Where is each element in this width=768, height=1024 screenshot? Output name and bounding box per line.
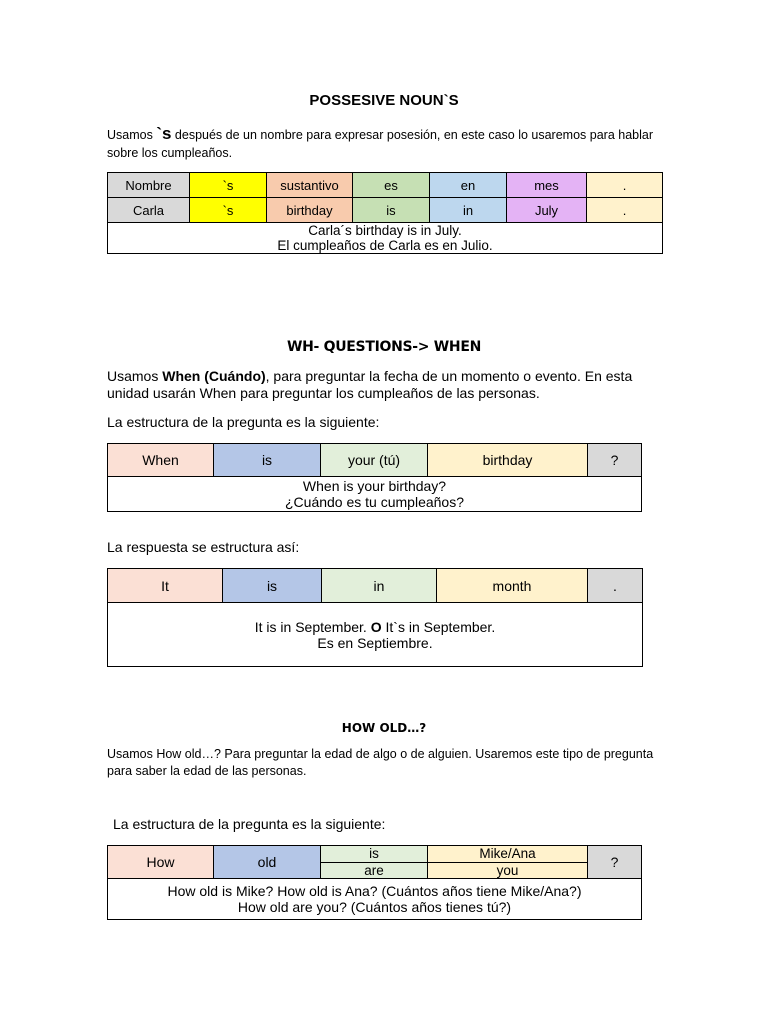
- how-old-intro: Usamos How old…? Para preguntar la edad de algo o de alguien. Usaremos este tipo de pregunta para saber la edad de las personas.: [107, 747, 654, 778]
- example-line: When is your birthday?: [302, 478, 447, 494]
- table-cell: birthday: [428, 444, 588, 477]
- example-text: It`s in September.: [381, 618, 496, 635]
- table-cell: July: [507, 198, 587, 223]
- table-cell: en: [430, 173, 507, 198]
- table-cell: ?: [588, 846, 642, 879]
- how-old-table: [107, 845, 642, 920]
- example-note: [108, 879, 642, 920]
- table-row: [108, 569, 643, 603]
- section-title-possessive: POSSESIVE NOUN`S: [309, 92, 459, 109]
- table-row: [108, 879, 642, 920]
- intro-bold: When (Cuándo): [162, 368, 266, 384]
- table-row: [108, 603, 643, 667]
- answer-label: La respuesta se estructura así:: [107, 539, 300, 555]
- intro-text-end: después de un nombre para expresar posesión, en este caso lo usaremos para hablar sobre los cumpleaños.: [107, 128, 653, 160]
- example-translation: ¿Cuándo es tu cumpleaños?: [285, 494, 464, 510]
- intro-highlight: `s: [156, 124, 172, 143]
- table-cell: you: [428, 862, 588, 879]
- table-row: [108, 846, 642, 863]
- table-row: [108, 444, 642, 477]
- table-cell: Carla: [108, 198, 190, 223]
- table-cell: are: [321, 862, 428, 879]
- when-question-table: [107, 443, 642, 512]
- table-cell: How: [108, 846, 214, 879]
- table-cell: month: [437, 569, 588, 603]
- example-translation: Es en Septiembre.: [317, 634, 433, 651]
- table-cell: .: [587, 173, 663, 198]
- example-line: Carla´s birthday is in July.: [308, 223, 462, 238]
- table-cell: in: [322, 569, 437, 603]
- table-cell: Mike/Ana: [428, 846, 588, 863]
- table-cell: ?: [588, 444, 642, 477]
- table-cell: When: [108, 444, 214, 477]
- table-cell: in: [430, 198, 507, 223]
- intro-text-start: Usamos: [107, 368, 163, 384]
- possessive-intro: [107, 125, 667, 162]
- table-cell: is: [353, 198, 430, 223]
- table-cell: sustantivo: [267, 173, 353, 198]
- when-intro: [107, 368, 667, 402]
- table-cell: your (tú): [321, 444, 428, 477]
- table-row: [108, 223, 663, 254]
- structure-label: La estructura de la pregunta es la siguiente:: [107, 414, 380, 430]
- example-text: It is in September.: [254, 618, 371, 635]
- example-line: [108, 619, 642, 635]
- example-line: How old is Mike? How old is Ana? (Cuántos años tiene Mike/Ana?): [167, 883, 582, 899]
- table-cell: .: [588, 569, 643, 603]
- example-line: How old are you? (Cuántos años tienes tú?): [237, 899, 512, 915]
- example-note: [108, 223, 663, 254]
- table-cell: Nombre: [108, 173, 190, 198]
- table-row: [108, 198, 663, 223]
- section-title-how-old: HOW OLD…?: [341, 721, 427, 735]
- table-cell: .: [587, 198, 663, 223]
- example-note: [108, 477, 642, 512]
- intro-text-start: Usamos: [107, 128, 157, 142]
- table-cell: `s: [190, 173, 267, 198]
- example-translation: El cumpleaños de Carla es en Julio.: [277, 238, 493, 253]
- when-answer-table: [107, 568, 643, 667]
- table-cell: is: [223, 569, 322, 603]
- example-bold: O: [370, 618, 382, 635]
- possessive-table: [107, 172, 663, 254]
- table-cell: es: [353, 173, 430, 198]
- example-note: [108, 603, 643, 667]
- table-cell: birthday: [267, 198, 353, 223]
- structure-label: La estructura de la pregunta es la siguiente:: [113, 816, 386, 832]
- table-cell: is: [321, 846, 428, 863]
- table-cell: is: [214, 444, 321, 477]
- table-cell: mes: [507, 173, 587, 198]
- section-title-when: WH- QUESTIONS-> WHEN: [286, 339, 482, 355]
- intro-text-end: , para preguntar la fecha de un momento o evento. En esta unidad usarán When para preguntar los cumpleaños de las personas.: [107, 368, 633, 401]
- table-row: [108, 173, 663, 198]
- table-row: [108, 477, 642, 512]
- table-cell: `s: [190, 198, 267, 223]
- table-cell: It: [108, 569, 223, 603]
- table-cell: old: [214, 846, 321, 879]
